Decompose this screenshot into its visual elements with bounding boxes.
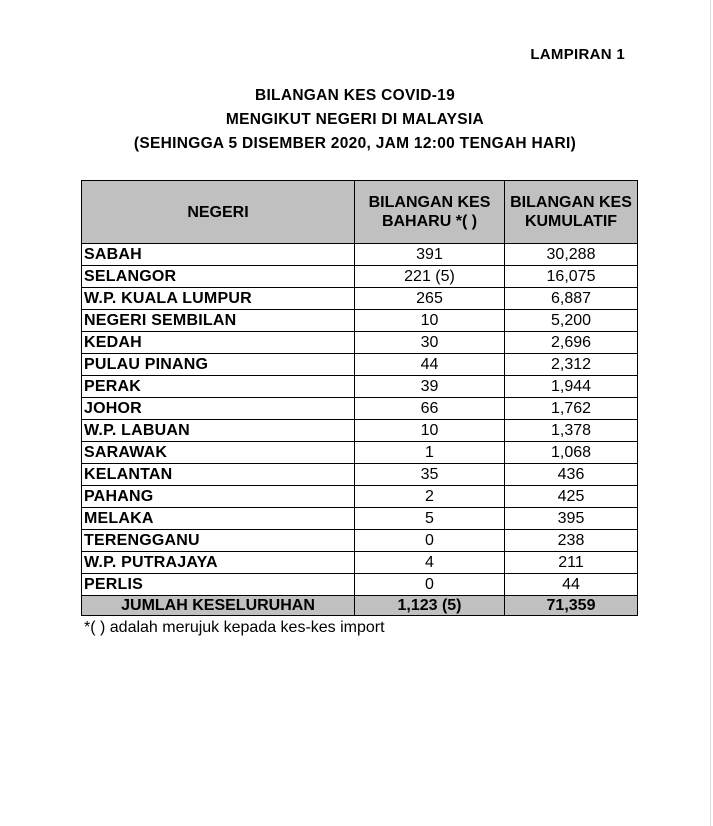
table-header-row bbox=[82, 181, 638, 244]
new-cases-cell: 0 bbox=[355, 530, 505, 552]
new-cases-cell: 30 bbox=[355, 332, 505, 354]
state-cell: PERLIS bbox=[82, 574, 355, 596]
table-row bbox=[82, 508, 638, 530]
new-cases-cell: 4 bbox=[355, 552, 505, 574]
footnote: *( ) adalah merujuk kepada kes-kes import bbox=[84, 619, 385, 636]
document-title-line-1: BILANGAN KES COVID-19 bbox=[254, 87, 456, 104]
state-cell: JOHOR bbox=[82, 398, 355, 420]
table-row bbox=[82, 332, 638, 354]
state-cell: W.P. PUTRAJAYA bbox=[82, 552, 355, 574]
new-cases-cell: 221 (5) bbox=[355, 266, 505, 288]
state-cell: MELAKA bbox=[82, 508, 355, 530]
table-row bbox=[82, 464, 638, 486]
state-cell: W.P. KUALA LUMPUR bbox=[82, 288, 355, 310]
document-title-line-3: (SEHINGGA 5 DISEMBER 2020, JAM 12:00 TENGAH HARI) bbox=[133, 135, 577, 152]
cumulative-cell: 6,887 bbox=[505, 288, 638, 310]
total-new-cases: 1,123 (5) bbox=[355, 596, 505, 616]
state-cell: PERAK bbox=[82, 376, 355, 398]
new-cases-cell: 2 bbox=[355, 486, 505, 508]
state-cell: SARAWAK bbox=[82, 442, 355, 464]
new-cases-cell: 35 bbox=[355, 464, 505, 486]
state-cell: PAHANG bbox=[82, 486, 355, 508]
cumulative-cell: 2,312 bbox=[505, 354, 638, 376]
state-cell: KEDAH bbox=[82, 332, 355, 354]
cumulative-cell: 395 bbox=[505, 508, 638, 530]
table-row bbox=[82, 398, 638, 420]
appendix-label: LAMPIRAN 1 bbox=[530, 46, 625, 63]
page-edge-divider bbox=[710, 0, 711, 826]
new-cases-cell: 39 bbox=[355, 376, 505, 398]
table-row bbox=[82, 552, 638, 574]
cumulative-cell: 1,068 bbox=[505, 442, 638, 464]
state-cell: W.P. LABUAN bbox=[82, 420, 355, 442]
cumulative-cell: 238 bbox=[505, 530, 638, 552]
table-row bbox=[82, 244, 638, 266]
header-state: NEGERI bbox=[82, 181, 355, 244]
table-row bbox=[82, 486, 638, 508]
covid-cases-table bbox=[81, 180, 638, 616]
new-cases-cell: 10 bbox=[355, 310, 505, 332]
state-cell: KELANTAN bbox=[82, 464, 355, 486]
cumulative-cell: 425 bbox=[505, 486, 638, 508]
cumulative-cell: 211 bbox=[505, 552, 638, 574]
total-label: JUMLAH KESELURUHAN bbox=[82, 596, 355, 616]
cumulative-cell: 5,200 bbox=[505, 310, 638, 332]
new-cases-cell: 10 bbox=[355, 420, 505, 442]
state-cell: NEGERI SEMBILAN bbox=[82, 310, 355, 332]
cumulative-cell: 30,288 bbox=[505, 244, 638, 266]
cumulative-cell: 44 bbox=[505, 574, 638, 596]
cumulative-cell: 1,378 bbox=[505, 420, 638, 442]
total-cumulative: 71,359 bbox=[505, 596, 638, 616]
table-body bbox=[82, 244, 638, 596]
table-row bbox=[82, 530, 638, 552]
state-cell: SABAH bbox=[82, 244, 355, 266]
table-row bbox=[82, 310, 638, 332]
table-row bbox=[82, 574, 638, 596]
new-cases-cell: 0 bbox=[355, 574, 505, 596]
table-row bbox=[82, 442, 638, 464]
new-cases-cell: 265 bbox=[355, 288, 505, 310]
new-cases-cell: 391 bbox=[355, 244, 505, 266]
new-cases-cell: 44 bbox=[355, 354, 505, 376]
table-row bbox=[82, 420, 638, 442]
table-row bbox=[82, 288, 638, 310]
cumulative-cell: 16,075 bbox=[505, 266, 638, 288]
state-cell: SELANGOR bbox=[82, 266, 355, 288]
new-cases-cell: 66 bbox=[355, 398, 505, 420]
document-title-line-2: MENGIKUT NEGERI DI MALAYSIA bbox=[225, 111, 485, 128]
new-cases-cell: 5 bbox=[355, 508, 505, 530]
table-row bbox=[82, 354, 638, 376]
cumulative-cell: 1,944 bbox=[505, 376, 638, 398]
header-cumulative: BILANGAN KES KUMULATIF bbox=[505, 181, 638, 244]
cumulative-cell: 436 bbox=[505, 464, 638, 486]
total-row bbox=[82, 596, 638, 616]
state-cell: PULAU PINANG bbox=[82, 354, 355, 376]
table-row bbox=[82, 376, 638, 398]
cumulative-cell: 1,762 bbox=[505, 398, 638, 420]
state-cell: TERENGGANU bbox=[82, 530, 355, 552]
header-new-cases: BILANGAN KES BAHARU *( ) bbox=[355, 181, 505, 244]
table-row bbox=[82, 266, 638, 288]
cumulative-cell: 2,696 bbox=[505, 332, 638, 354]
new-cases-cell: 1 bbox=[355, 442, 505, 464]
